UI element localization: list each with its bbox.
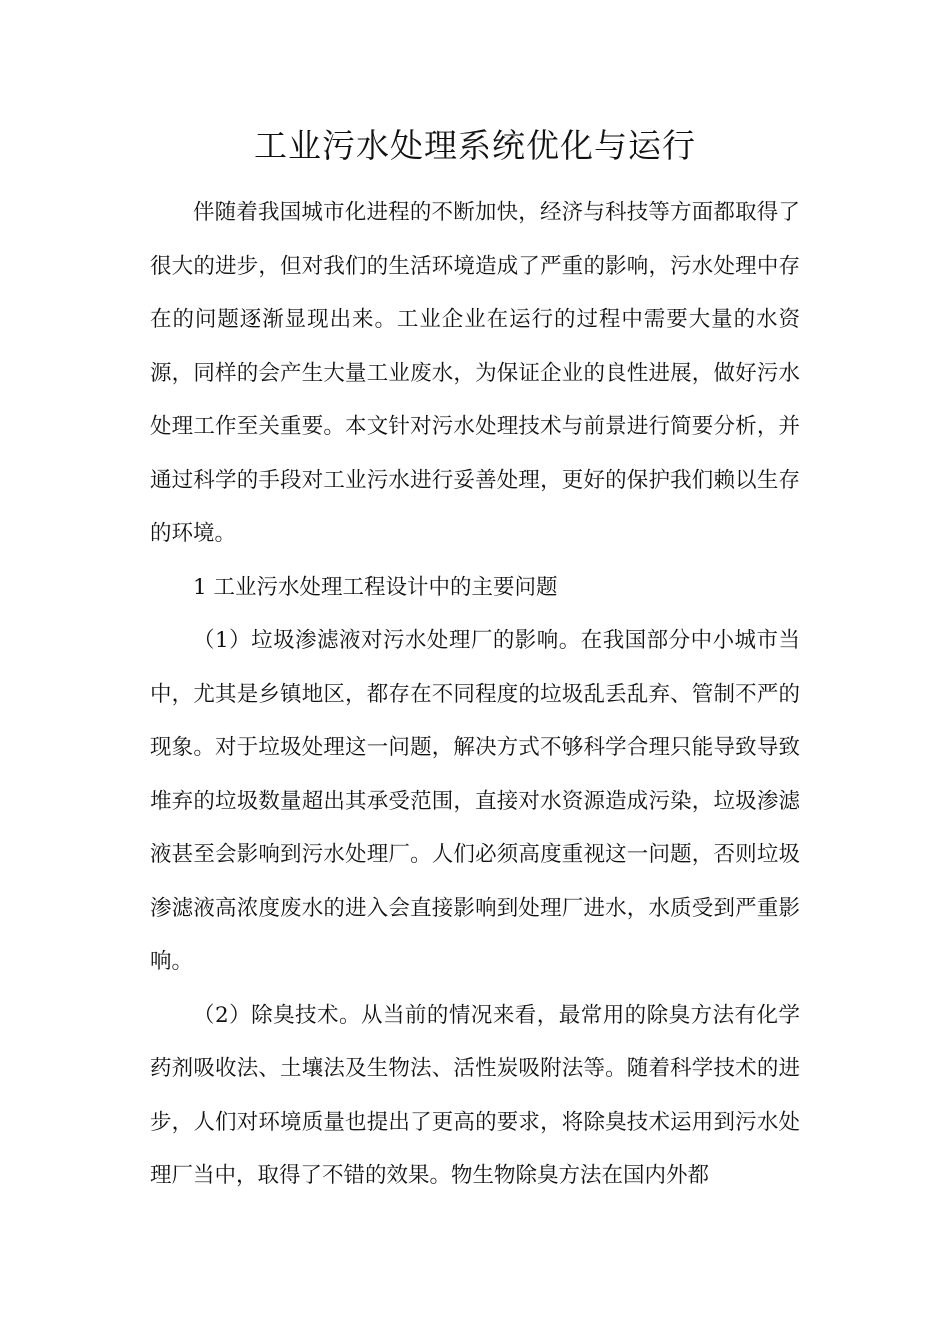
item-1-paragraph: （1）垃圾渗滤液对污水处理厂的影响。在我国部分中小城市当中，尤其是乡镇地区，都存在不同程度的垃圾乱丢乱弃、管制不严的现象。对于垃圾处理这一问题，解决方式不够科学合理只能导致导致堆弃的垃圾数量超出其承受范围，直接对水资源造成污染，垃圾渗滤液甚至会影响到污水处理厂。人们必须高度重视这一问题，否则垃圾渗滤液高浓度废水的进入会直接影响到处理厂进水，水质受到严重影响。 [150,628,800,974]
document-body [150,186,800,1203]
item-2-paragraph: （2）除臭技术。从当前的情况来看，最常用的除臭方法有化学药剂吸收法、土壤法及生物法、活性炭吸附法等。随着科学技术的进步，人们对环境质量也提出了更高的要求，将除臭技术运用到污水处理厂当中，取得了不错的效果。物生物除臭方法在国内外都 [150,1002,800,1188]
section-heading: 1 工业污水处理工程设计中的主要问题 [193,574,558,600]
intro-paragraph: 伴随着我国城市化进程的不断加快，经济与科技等方面都取得了很大的进步，但对我们的生活环境造成了严重的影响，污水处理中存在的问题逐渐显现出来。工业企业在运行的过程中需要大量的水资源，同样的会产生大量工业废水，为保证企业的良性进展，做好污水处理工作至关重要。本文针对污水处理技术与前景进行简要分析，并通过科学的手段对工业污水进行妥善处理，更好的保护我们赖以生存的环境。 [150,200,800,546]
document-title: 工业污水处理系统优化与运行 [254,126,696,165]
